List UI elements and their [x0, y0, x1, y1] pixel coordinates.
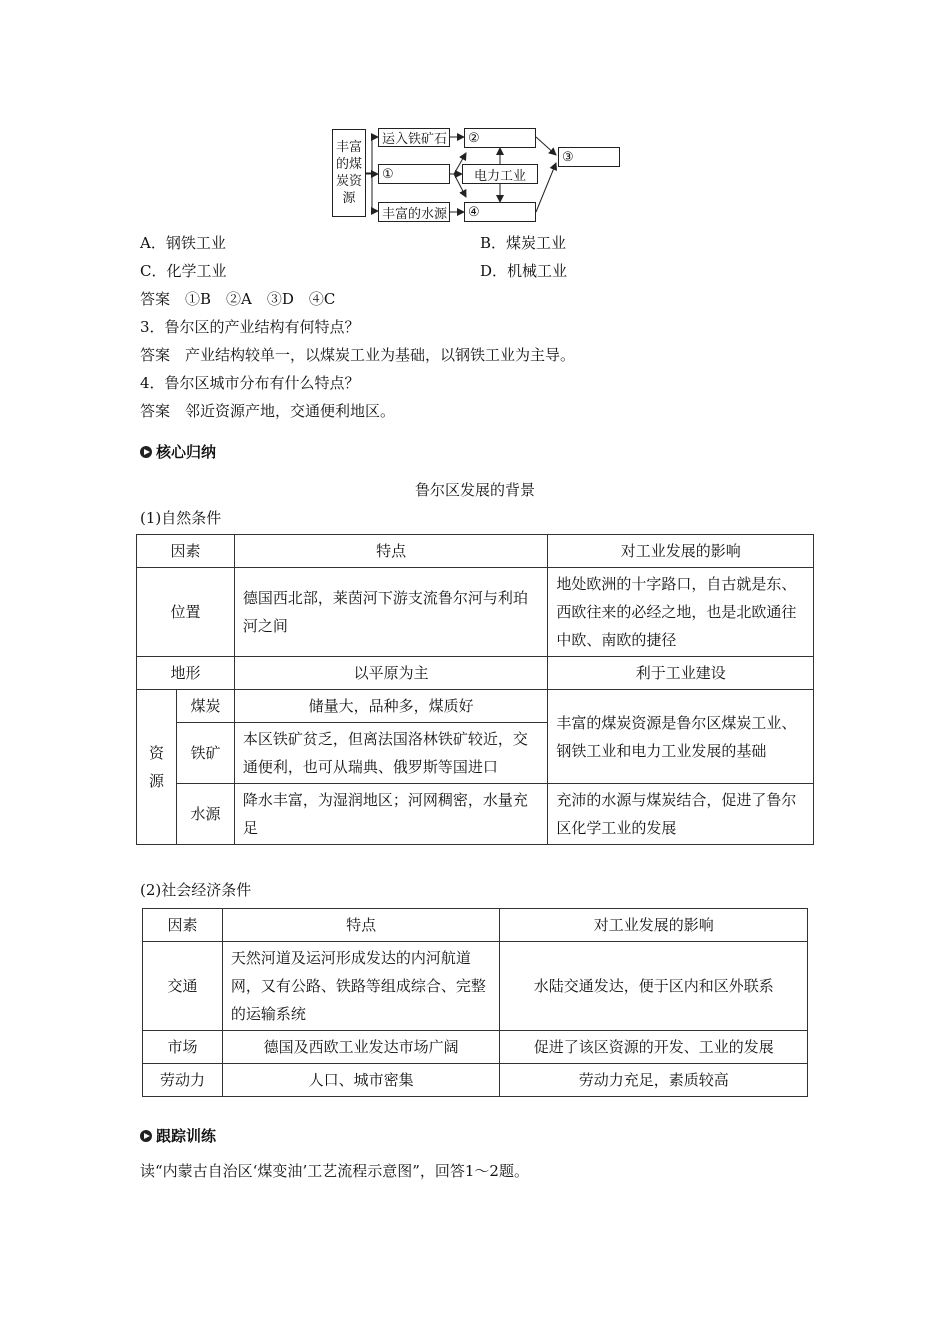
coal-iron-impact: 丰富的煤炭资源是鲁尔区煤炭工业、钢铁工业和电力工业发展的基础 [548, 690, 814, 784]
natural-conditions-table [136, 534, 814, 845]
factor-resource: 资源 [137, 690, 177, 845]
diagram-box-2: ② [464, 128, 536, 148]
location-feature: 德国西北部，莱茵河下游支流鲁尔河与利珀河之间 [234, 568, 547, 657]
location-impact: 地处欧洲的十字路口，自古就是东、西欧往来的必经之地，也是北欧通往中欧、南欧的捷径 [548, 568, 814, 657]
water-feature: 降水丰富，为湿润地区；河网稠密，水量充足 [234, 784, 547, 845]
resource-iron: 铁矿 [176, 723, 234, 784]
resource-water: 水源 [176, 784, 234, 845]
diagram-box-3: ③ [558, 147, 620, 167]
option-d: D．机械工业 [480, 262, 568, 280]
training-label: 跟踪训练 [156, 1127, 217, 1145]
factor-market: 市场 [143, 1031, 223, 1064]
coal-feature: 储量大，品种多，煤质好 [234, 690, 547, 723]
factor-location: 位置 [137, 568, 235, 657]
flow-diagram [330, 125, 625, 225]
answer-3: 答案 产业结构较单一，以煤炭工业为基础，以钢铁工业为主导。 [140, 346, 576, 364]
market-impact: 促进了该区资源的开发、工业的发展 [500, 1031, 808, 1064]
play-circle-icon [140, 1130, 152, 1142]
table-row [137, 657, 814, 690]
section-title: 鲁尔区发展的背景 [414, 481, 535, 499]
table-row [143, 1064, 808, 1097]
labor-impact: 劳动力充足，素质较高 [500, 1064, 808, 1097]
core-summary-label: 核心归纳 [156, 443, 217, 461]
terrain-feature: 以平原为主 [234, 657, 547, 690]
diagram-box-1: ① [378, 164, 450, 184]
option-a: A．钢铁工业 [140, 234, 226, 252]
table-row [143, 1031, 808, 1064]
iron-feature: 本区铁矿贫乏，但离法国洛林铁矿较近，交通便利，也可从瑞典、俄罗斯等国进口 [234, 723, 547, 784]
header-impact: 对工业发展的影响 [500, 909, 808, 942]
water-impact: 充沛的水源与煤炭结合，促进了鲁尔区化学工业的发展 [548, 784, 814, 845]
core-summary-heading [140, 441, 216, 462]
answer-4: 答案 邻近资源产地，交通便利地区。 [140, 402, 396, 420]
natural-conditions-label: (1)自然条件 [140, 509, 222, 527]
resource-coal: 煤炭 [176, 690, 234, 723]
transport-impact: 水陆交通发达，便于区内和区外联系 [500, 942, 808, 1031]
terrain-impact: 利于工业建设 [548, 657, 814, 690]
factor-terrain: 地形 [137, 657, 235, 690]
diagram-box-4: ④ [464, 202, 536, 222]
intro-text: 读“内蒙古自治区‘煤变油’工艺流程示意图”，回答1～2题。 [140, 1162, 529, 1180]
table-row [137, 690, 814, 723]
social-conditions-label: (2)社会经济条件 [140, 881, 252, 899]
diagram-power-box: 电力工业 [462, 164, 538, 184]
table-row [137, 784, 814, 845]
diagram-water-box: 丰富的水源 [378, 202, 450, 222]
factor-transport: 交通 [143, 942, 223, 1031]
header-factor: 因素 [137, 535, 235, 568]
diagram-iron-ore-box: 运入铁矿石 [378, 128, 450, 147]
table-row [143, 942, 808, 1031]
header-impact: 对工业发展的影响 [548, 535, 814, 568]
table-row [137, 568, 814, 657]
header-factor: 因素 [143, 909, 223, 942]
training-heading [140, 1125, 216, 1146]
labor-feature: 人口、城市密集 [222, 1064, 500, 1097]
header-feature: 特点 [222, 909, 500, 942]
option-b: B．煤炭工业 [480, 234, 567, 252]
factor-labor: 劳动力 [143, 1064, 223, 1097]
header-feature: 特点 [234, 535, 547, 568]
table-row [143, 909, 808, 942]
option-c: C．化学工业 [140, 262, 227, 280]
transport-feature: 天然河道及运河形成发达的内河航道网，又有公路、铁路等组成综合、完整的运输系统 [222, 942, 500, 1031]
play-circle-icon [140, 446, 152, 458]
table-row [137, 535, 814, 568]
social-conditions-table [142, 908, 808, 1097]
diagram-coal-source: 丰富的煤炭资源 [332, 129, 366, 217]
market-feature: 德国及西欧工业发达市场广阔 [222, 1031, 500, 1064]
answer-1: 答案 ①B ②A ③D ④C [140, 290, 336, 308]
question-3: 3．鲁尔区的产业结构有何特点？ [140, 318, 360, 336]
question-4: 4．鲁尔区城市分布有什么特点？ [140, 374, 360, 392]
